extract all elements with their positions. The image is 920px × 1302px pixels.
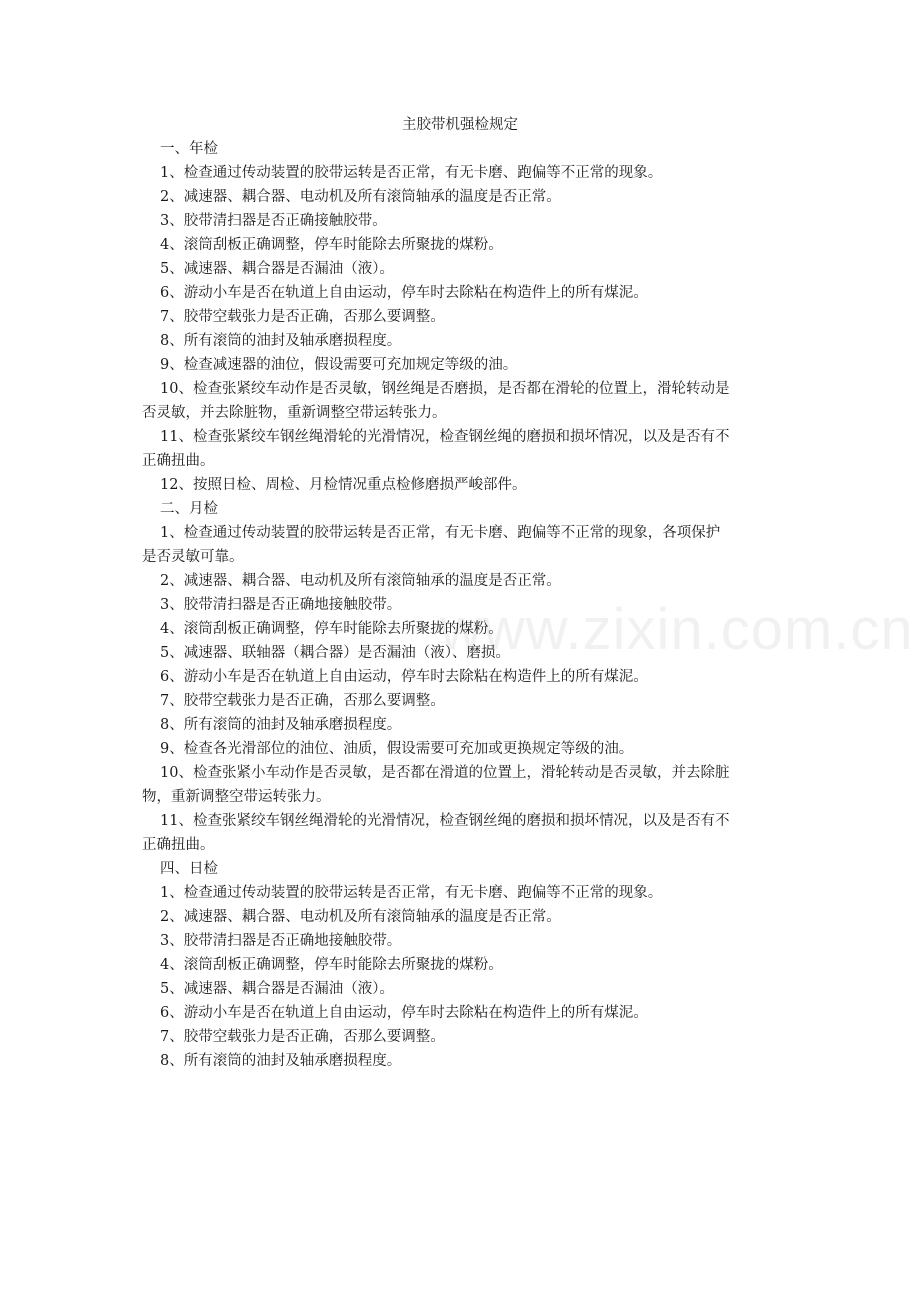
daily-item-3: 3、胶带清扫器是否正确地接触胶带。 <box>160 933 402 949</box>
monthly-item-10-cont: 物，重新调整空带运转张力。 <box>142 789 331 805</box>
monthly-item-9: 9、检查各光滑部位的油位、油质，假设需要可充加或更换规定等级的油。 <box>160 741 634 757</box>
document-body <box>142 137 784 1073</box>
daily-item-6: 6、游动小车是否在轨道上自由运动，停车时去除粘在构造件上的所有煤泥。 <box>160 1005 648 1021</box>
annual-item-12: 12、按照日检、周检、月检情况重点检修磨损严峻部件。 <box>160 477 527 493</box>
monthly-item-2: 2、减速器、耦合器、电动机及所有滚筒轴承的温度是否正常。 <box>160 573 561 589</box>
annual-item-11-cont: 正确扭曲。 <box>142 453 215 469</box>
daily-item-1: 1、检查通过传动装置的胶带运转是否正常，有无卡磨、跑偏等不正常的现象。 <box>160 885 663 901</box>
annual-item-1: 1、检查通过传动装置的胶带运转是否正常，有无卡磨、跑偏等不正常的现象。 <box>160 165 663 181</box>
monthly-item-1-cont: 是否灵敏可靠。 <box>142 549 244 565</box>
monthly-item-10: 10、检查张紧小车动作是否灵敏，是否都在滑道的位置上，滑轮转动是否灵敏，并去除脏 <box>160 765 730 781</box>
monthly-item-11: 11、检查张紧绞车钢丝绳滑轮的光滑情况，检查钢丝绳的磨损和损坏情况，以及是否有不 <box>160 813 730 829</box>
page-title: 主胶带机强检规定 <box>402 117 518 133</box>
daily-item-4: 4、滚筒刮板正确调整，停车时能除去所聚拢的煤粉。 <box>160 957 503 973</box>
daily-item-2: 2、减速器、耦合器、电动机及所有滚筒轴承的温度是否正常。 <box>160 909 561 925</box>
daily-item-8: 8、所有滚筒的油封及轴承磨损程度。 <box>160 1053 402 1069</box>
monthly-item-4: 4、滚筒刮板正确调整，停车时能除去所聚拢的煤粉。 <box>160 621 503 637</box>
annual-item-6: 6、游动小车是否在轨道上自由运动，停车时去除粘在构造件上的所有煤泥。 <box>160 285 648 301</box>
monthly-item-1: 1、检查通过传动装置的胶带运转是否正常，有无卡磨、跑偏等不正常的现象，各项保护 <box>160 525 721 541</box>
monthly-item-3: 3、胶带清扫器是否正确地接触胶带。 <box>160 597 402 613</box>
monthly-item-11-cont: 正确扭曲。 <box>142 837 215 853</box>
annual-item-5: 5、减速器、耦合器是否漏油（液）。 <box>160 261 394 277</box>
annual-item-2: 2、减速器、耦合器、电动机及所有滚筒轴承的温度是否正常。 <box>160 189 561 205</box>
annual-item-8: 8、所有滚筒的油封及轴承磨损程度。 <box>160 333 402 349</box>
monthly-item-7: 7、胶带空载张力是否正确，否那么要调整。 <box>160 693 445 709</box>
annual-item-9: 9、检查减速器的油位，假设需要可充加规定等级的油。 <box>160 357 518 373</box>
daily-item-5: 5、减速器、耦合器是否漏油（液）。 <box>160 981 394 997</box>
monthly-item-5: 5、减速器、联轴器（耦合器）是否漏油（液）、磨损。 <box>160 645 510 661</box>
annual-item-11: 11、检查张紧绞车钢丝绳滑轮的光滑情况，检查钢丝绳的磨损和损坏情况，以及是否有不 <box>160 429 730 445</box>
annual-item-3: 3、胶带清扫器是否正确接触胶带。 <box>160 213 387 229</box>
monthly-item-8: 8、所有滚筒的油封及轴承磨损程度。 <box>160 717 402 733</box>
section-heading-daily: 四、日检 <box>160 861 218 877</box>
annual-item-10: 10、检查张紧绞车动作是否灵敏，钢丝绳是否磨损，是否都在滑轮的位置上，滑轮转动是 <box>160 381 730 397</box>
section-heading-monthly: 二、月检 <box>160 501 218 517</box>
daily-item-7: 7、胶带空载张力是否正确，否那么要调整。 <box>160 1029 445 1045</box>
section-heading-annual: 一、年检 <box>160 141 218 157</box>
monthly-item-6: 6、游动小车是否在轨道上自由运动，停车时去除粘在构造件上的所有煤泥。 <box>160 669 648 685</box>
annual-item-10-cont: 否灵敏，并去除脏物，重新调整空带运转张力。 <box>142 405 447 421</box>
watermark: www.zixin.com.cn <box>440 597 914 662</box>
annual-item-4: 4、滚筒刮板正确调整，停车时能除去所聚拢的煤粉。 <box>160 237 503 253</box>
annual-item-7: 7、胶带空载张力是否正确，否那么要调整。 <box>160 309 445 325</box>
